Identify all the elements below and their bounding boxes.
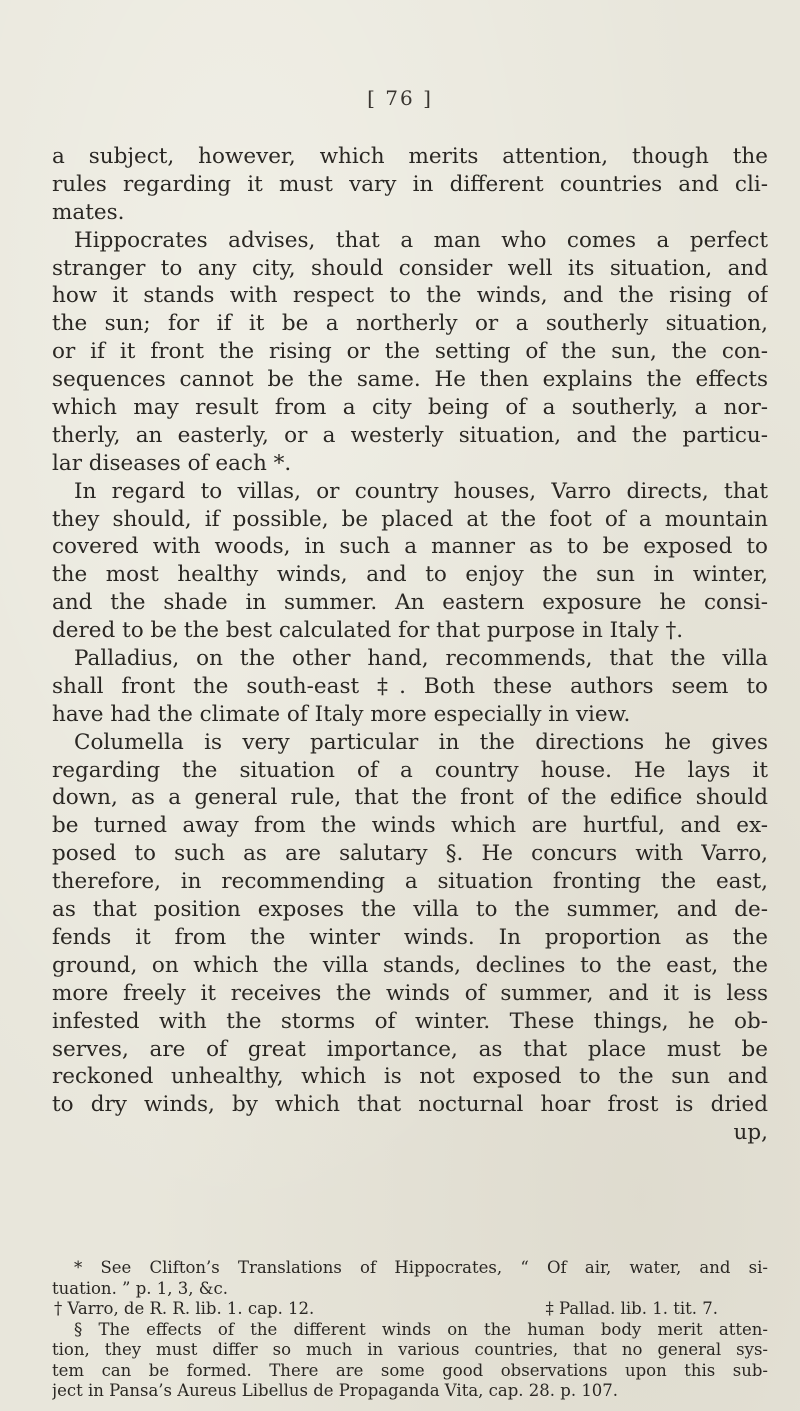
text-line: how it stands with respect to the winds, and the rising of [52, 283, 768, 309]
text-line: which may result from a city being of a southerly, a nor- [52, 395, 768, 421]
text-line: have had the climate of Italy more especially in view. [52, 701, 631, 727]
text-line: posed to such as are salutary §. He concurs with Varro, [52, 841, 768, 867]
text-line: mates. [52, 199, 125, 225]
page-number: [ 76 ] [367, 86, 433, 110]
footnote-section-continued: tem can be formed. There are some good observations upon this sub- [52, 1360, 768, 1380]
text-line: stranger to any city, should consider well its situation, and [52, 255, 768, 281]
footnote-star: * See Clifton’s Translations of Hippocrates, “ Of air, water, and si- [74, 1258, 768, 1277]
footnotes [52, 1258, 768, 1402]
text-line: the sun; for if it be a northerly or a southerly situation, [52, 311, 768, 337]
text-line: be turned away from the winds which are hurtful, and ex- [52, 813, 768, 839]
footnote-row [52, 1299, 768, 1320]
text-line: to dry winds, by which that nocturnal hoar frost is dried [52, 1092, 768, 1118]
text-line: Palladius, on the other hand, recommends, that the villa [74, 646, 768, 672]
footnote-double-dagger: ‡ Pallad. lib. 1. tit. 7. [545, 1299, 718, 1318]
text-line: fends it from the winter winds. In proportion as the [52, 924, 768, 950]
text-line: infested with the storms of winter. These things, he ob- [52, 1008, 768, 1034]
text-line: rules regarding it must vary in different countries and cli- [52, 171, 768, 197]
text-line: sequences cannot be the same. He then explains the effects [52, 367, 768, 393]
text-line: the most healthy winds, and to enjoy the sun in winter, [52, 562, 768, 588]
text-line: down, as a general rule, that the front of the edifice should [52, 785, 768, 811]
text-line: as that position exposes the villa to the summer, and de- [52, 897, 768, 923]
text-line: serves, are of great importance, as that place must be [52, 1036, 768, 1062]
footnote-section-continued: tion, they must differ so much in various countries, that no general sys- [52, 1340, 768, 1359]
text-line: more freely it receives the winds of summer, and it is less [52, 980, 768, 1006]
text-line: Columella is very particular in the directions he gives [74, 729, 768, 755]
footnote-section: § The effects of the different winds on the human body merit atten- [74, 1319, 768, 1339]
text-line: covered with woods, in such a manner as to be exposed to [52, 534, 768, 560]
footnote-star-continued: tuation. ” p. 1, 3, &c. [52, 1278, 228, 1298]
text-line: they should, if possible, be placed at the foot of a mountain [52, 506, 768, 532]
body-text [52, 143, 768, 1147]
text-line: and the shade in summer. An eastern exposure he consi- [52, 590, 768, 616]
text-line: a subject, however, which merits attention, though the [52, 144, 768, 169]
text-line: Hippocrates advises, that a man who comes a perfect [74, 227, 768, 253]
text-line: dered to be the best calculated for that purpose in Italy †. [52, 618, 684, 644]
text-line: regarding the situation of a country house. He lays it [52, 757, 768, 783]
text-line: ground, on which the villa stands, declines to the east, the [52, 952, 768, 978]
text-line: lar diseases of each *. [52, 450, 292, 476]
catchword: up, [733, 1120, 768, 1146]
text-line: shall front the south-east ‡. Both these authors seem to [52, 673, 768, 699]
footnote-section-continued: ject in Pansa’s Aureus Libellus de Propaganda Vita, cap. 28. p. 107. [52, 1381, 619, 1400]
text-line: In regard to villas, or country houses, Varro directs, that [74, 478, 768, 504]
text-line: or if it front the rising or the setting of the sun, the con- [52, 339, 768, 365]
text-line: therly, an easterly, or a westerly situation, and the particu- [52, 422, 768, 448]
text-line: therefore, in recommending a situation fronting the east, [52, 869, 768, 895]
footnote-dagger: † Varro, de R. R. lib. 1. cap. 12. [54, 1299, 315, 1318]
text-line: reckoned unhealthy, which is not exposed to the sun and [52, 1064, 768, 1090]
